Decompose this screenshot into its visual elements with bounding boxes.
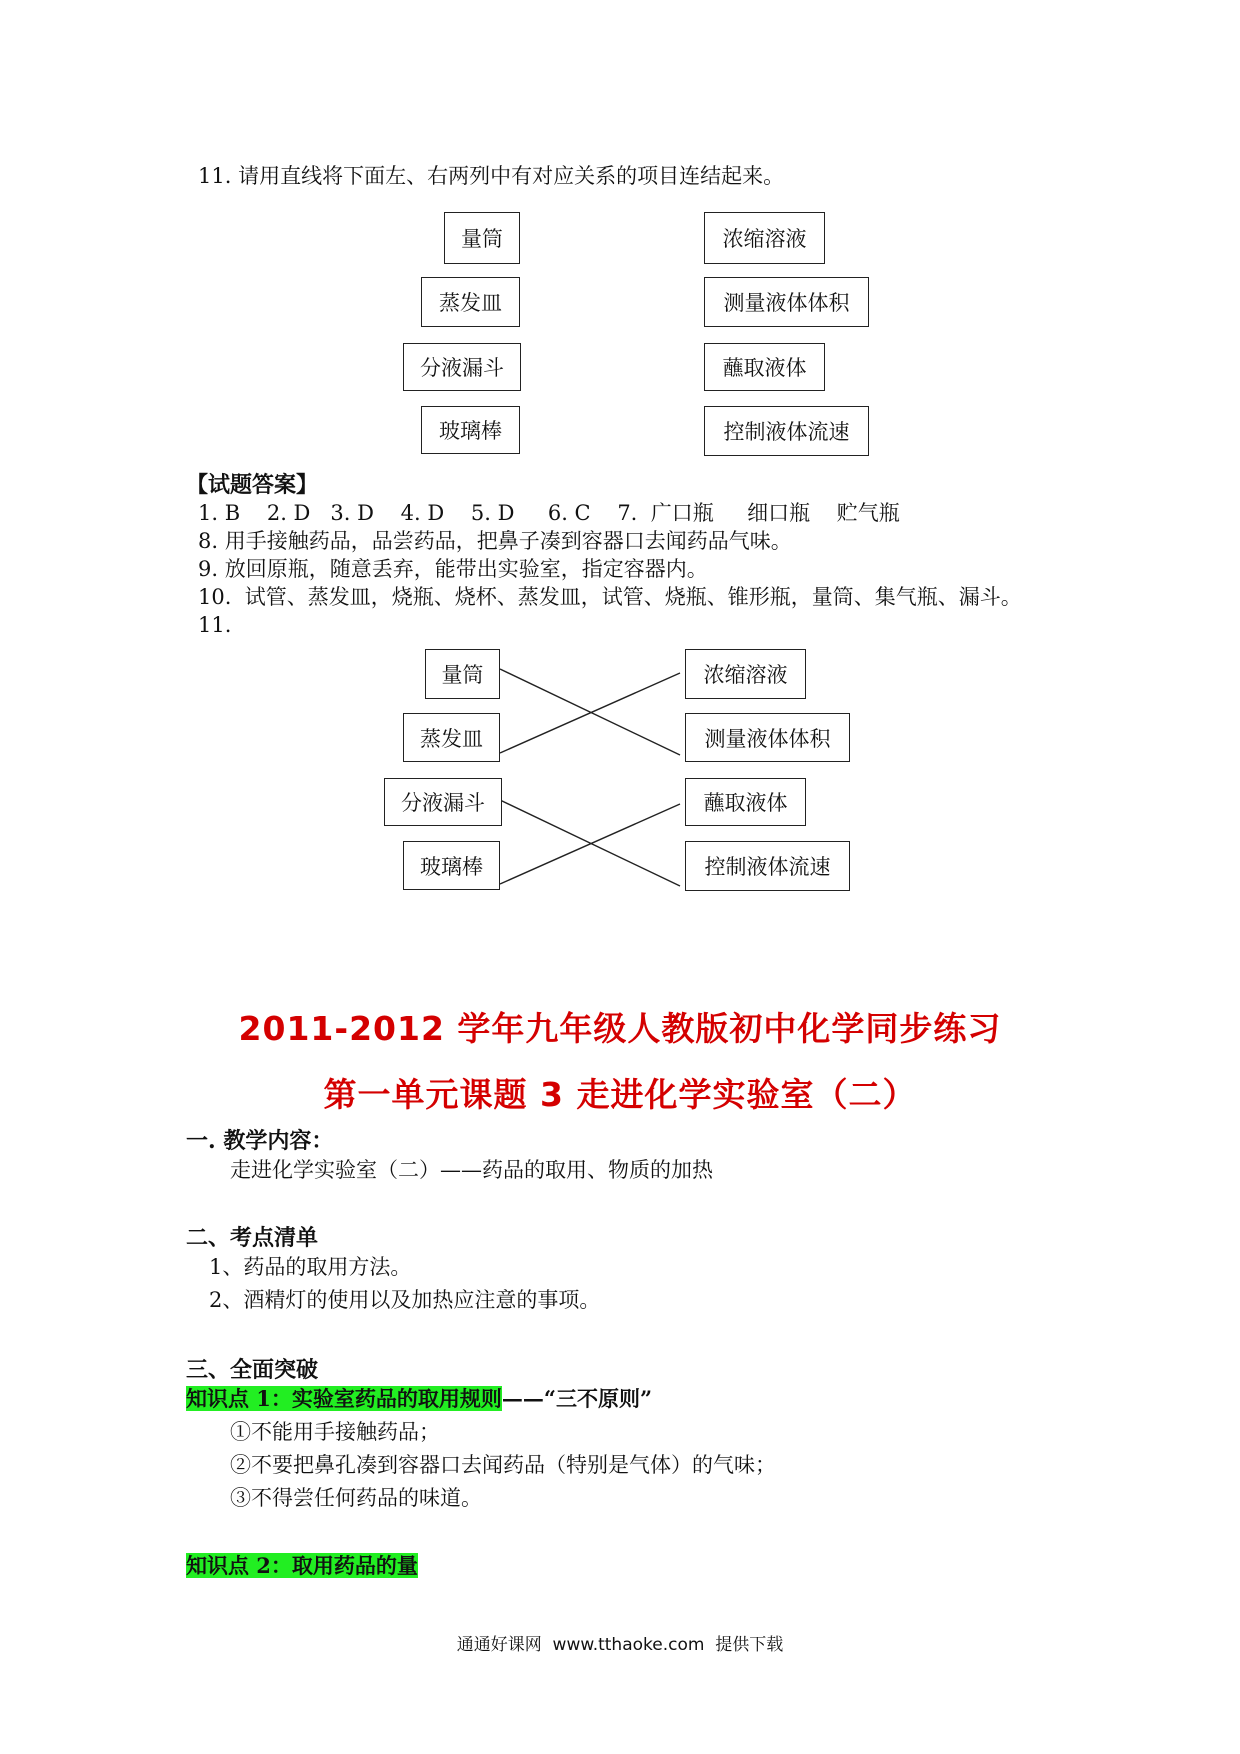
knowledge-point-1-item: ①不能用手接触药品；	[230, 1420, 440, 1444]
q11-left-item: 分液漏斗	[403, 343, 521, 391]
section-1-heading: 一. 教学内容：	[186, 1128, 334, 1154]
section-2-heading: 二、考点清单	[186, 1225, 319, 1251]
answer-right-item: 浓缩溶液	[685, 649, 806, 699]
section-1-content: 走进化学实验室（二）——药品的取用、物质的加热	[230, 1158, 713, 1182]
page-title: 2011-2012 学年九年级人教版初中化学同步练习	[238, 1009, 1002, 1048]
answer-right-item: 蘸取液体	[685, 778, 806, 826]
match-line	[500, 673, 680, 753]
question-11-prompt: 11. 请用直线将下面左、右两列中有对应关系的项目连结起来。	[198, 164, 785, 188]
page-footer: 通通好课网 www.tthaoke.com 提供下载	[456, 1635, 784, 1655]
q11-left-item: 玻璃棒	[421, 406, 520, 454]
section-3-heading: 三、全面突破	[186, 1357, 319, 1383]
answer-left-item: 玻璃棒	[403, 841, 500, 890]
knowledge-point-1-item: ②不要把鼻孔凑到容器口去闻药品（特别是气体）的气味；	[230, 1453, 776, 1477]
answer-left-item: 分液漏斗	[384, 778, 502, 826]
answers-line-10: 10. 试管、蒸发皿，烧瓶、烧杯、蒸发皿，试管、烧瓶、锥形瓶，量筒、集气瓶、漏斗。	[198, 585, 1022, 609]
match-line	[500, 804, 680, 884]
knowledge-point-2	[186, 1552, 418, 1580]
q11-right-item: 控制液体流速	[704, 406, 869, 456]
answer-left-item: 蒸发皿	[403, 713, 500, 762]
knowledge-point-1-suffix: ——“三不原则”	[501, 1386, 653, 1411]
knowledge-point-1	[186, 1385, 652, 1413]
section-2-item: 2、酒精灯的使用以及加热应注意的事项。	[209, 1288, 601, 1312]
knowledge-point-1-label: 知识点 1：实验室药品的取用规则	[186, 1386, 502, 1411]
knowledge-point-1-item: ③不得尝任何药品的味道。	[230, 1486, 482, 1510]
answers-line-11: 11.	[198, 613, 232, 637]
page-subtitle: 第一单元课题 3 走进化学实验室（二）	[323, 1075, 917, 1114]
section-2-item: 1、药品的取用方法。	[209, 1255, 412, 1279]
q11-left-item: 量筒	[444, 212, 520, 264]
match-line	[500, 800, 680, 886]
answers-line-8: 8. 用手接触药品，品尝药品，把鼻子凑到容器口去闻药品气味。	[198, 529, 792, 553]
answer-right-item: 控制液体流速	[685, 841, 850, 891]
q11-right-item: 测量液体体积	[704, 277, 869, 327]
match-line	[500, 669, 680, 755]
answers-line-1-7: 1. B 2. D 3. D 4. D 5. D 6. C 7. 广口瓶 细口瓶 贮气瓶	[198, 501, 900, 525]
q11-right-item: 蘸取液体	[704, 343, 825, 391]
answers-line-9: 9. 放回原瓶，随意丢弃，能带出实验室，指定容器内。	[198, 557, 708, 581]
q11-left-item: 蒸发皿	[421, 277, 520, 327]
knowledge-point-2-label: 知识点 2：取用药品的量	[186, 1553, 418, 1578]
answer-right-item: 测量液体体积	[685, 713, 850, 762]
answers-heading: 【试题答案】	[186, 472, 319, 498]
q11-right-item: 浓缩溶液	[704, 212, 825, 264]
answer-left-item: 量筒	[425, 649, 500, 699]
